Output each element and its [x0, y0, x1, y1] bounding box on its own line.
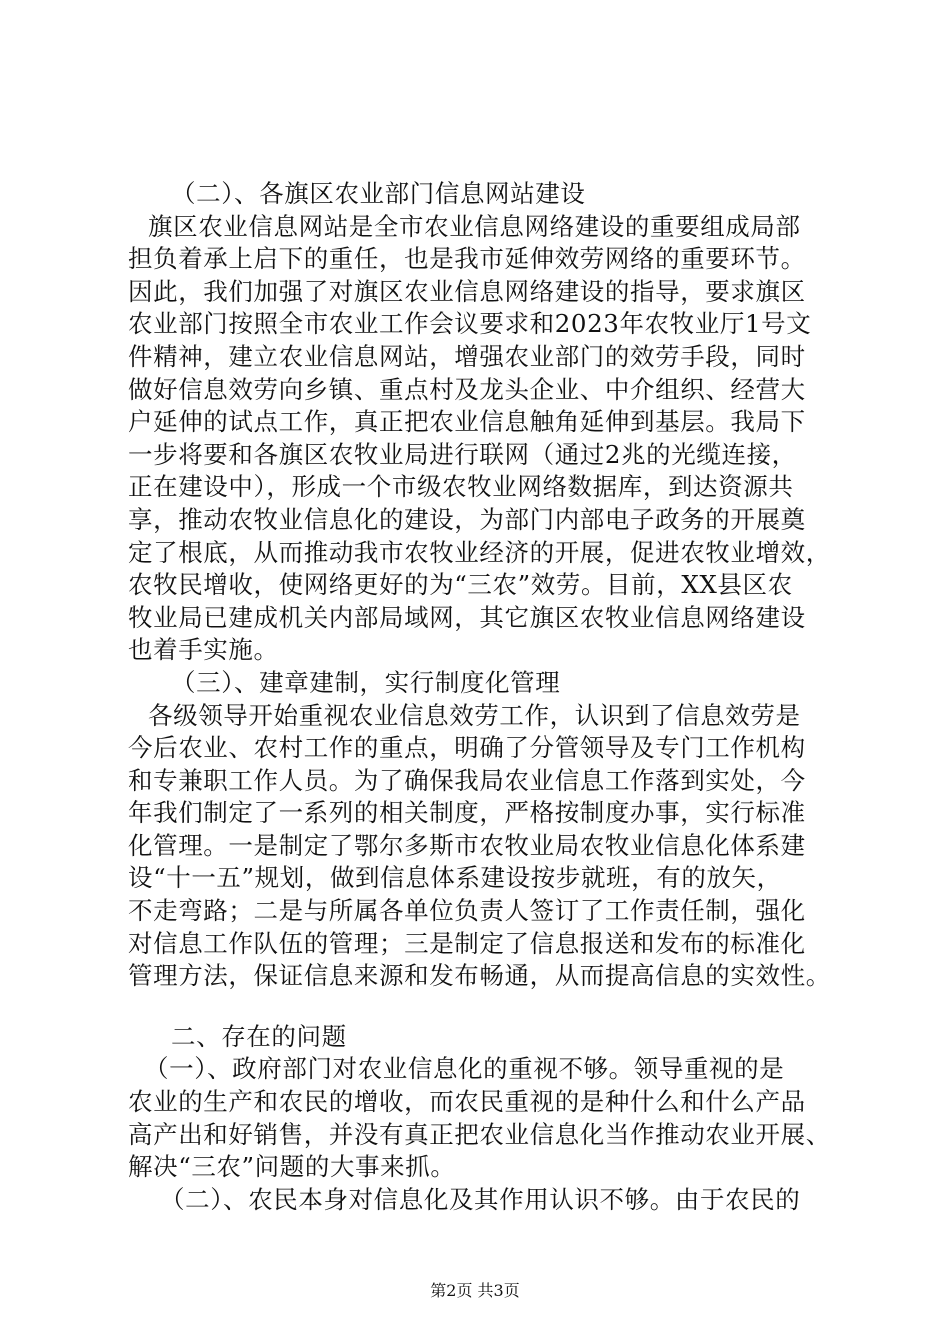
subsection-heading-3: （三）、建章建制，实行制度化管理: [171, 667, 561, 697]
paragraph-line: 今后农业、农村工作的重点，明确了分管领导及专门工作机构: [128, 733, 806, 763]
paragraph-line: 对信息工作队伍的管理；三是制定了信息报送和发布的标准化: [128, 928, 806, 958]
paragraph-line: 高产出和好销售，并没有真正把农业信息化当作推动农业开展、: [128, 1119, 831, 1149]
document-body: [128, 178, 858, 1216]
paragraph-line: 化管理。一是制定了鄂尔多斯市农牧业局农牧业信息化体系建: [128, 830, 806, 860]
paragraph-line: 担负着承上启下的重任，也是我市延伸效劳网络的重要环节。: [128, 244, 806, 274]
paragraph-line: 因此，我们加强了对旗区农业信息网络建设的指导，要求旗区: [128, 276, 806, 306]
paragraph-line: 管理方法，保证信息来源和发布畅通，从而提高信息的实效性。: [128, 961, 831, 991]
paragraph-line: 年我们制定了一系列的相关制度，严格按制度办事，实行标准: [128, 798, 806, 828]
paragraph-line: 旗区农业信息网站是全市农业信息网络建设的重要组成局部: [148, 211, 801, 241]
paragraph-line: 也着手实施。: [128, 635, 279, 665]
paragraph-line: 做好信息效劳向乡镇、重点村及龙头企业、中介组织、经营大: [128, 374, 806, 404]
paragraph-line: 正在建设中），形成一个市级农牧业网络数据库，到达资源共: [128, 472, 794, 502]
paragraph-line: 一步将要和各旗区农牧业局进行联网（通过2兆的光缆连接，: [128, 439, 797, 469]
paragraph-line: 件精神，建立农业信息网站，增强农业部门的效劳手段，同时: [128, 341, 806, 371]
section-heading-problems: 二、存在的问题: [171, 1021, 347, 1051]
page-number-footer: 第2页 共3页: [430, 1281, 520, 1300]
paragraph-line: 设“十一五”规划，做到信息体系建设按步就班，有的放矢，: [128, 863, 782, 893]
paragraph-line: 农业部门按照全市农业工作会议要求和2023年农牧业厅1号文: [128, 309, 812, 339]
paragraph-line: 解决“三农”问题的大事来抓。: [128, 1152, 456, 1182]
paragraph-line: 定了根底，从而推动我市农牧业经济的开展，促进农牧业增效，: [128, 537, 831, 567]
paragraph-line: 不走弯路；二是与所属各单位负责人签订了工作责任制，强化: [128, 896, 806, 926]
subsection-heading-2: （二）、各旗区农业部门信息网站建设: [171, 179, 586, 208]
paragraph-line: 农牧民增收，使网络更好的为“三农”效劳。目前，XX县区农: [128, 570, 793, 600]
paragraph-line: （二）、农民本身对信息化及其作用认识不够。由于农民的: [160, 1184, 801, 1214]
paragraph-line: 享，推动农牧业信息化的建设，为部门内部电子政务的开展奠: [128, 504, 806, 534]
paragraph-line: 户延伸的试点工作，真正把农业信息触角延伸到基层。我局下: [128, 407, 806, 437]
paragraph-line: 各级领导开始重视农业信息效劳工作，认识到了信息效劳是: [148, 700, 801, 730]
paragraph-line: （一）、政府部门对农业信息化的重视不够。领导重视的是: [144, 1054, 785, 1084]
section-gap: [128, 993, 858, 1021]
paragraph-line: 农业的生产和农民的增收，而农民重视的是种什么和什么产品: [128, 1087, 806, 1117]
paragraph-line: 和专兼职工作人员。为了确保我局农业信息工作落到实处，今: [128, 765, 806, 795]
paragraph-line: 牧业局已建成机关内部局域网，其它旗区农牧业信息网络建设: [128, 602, 806, 632]
